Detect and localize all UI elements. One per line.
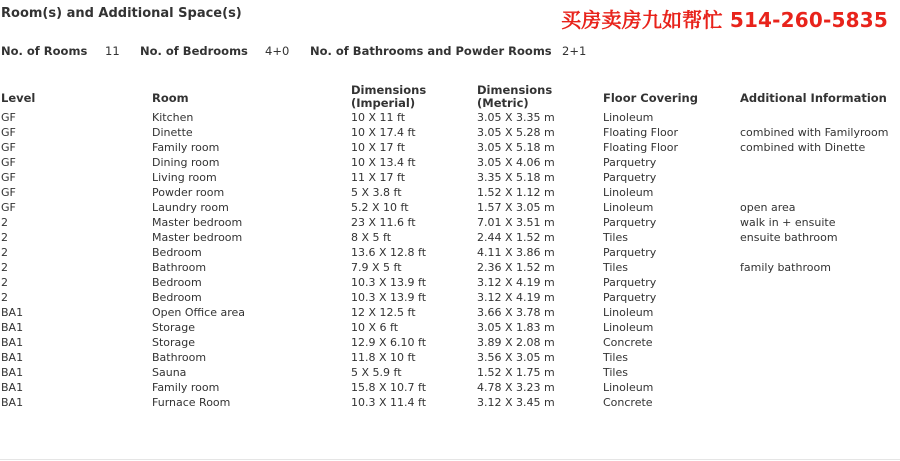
cell-level: GF	[1, 126, 16, 139]
cell-floor-covering: Parquetry	[603, 276, 657, 289]
cell-dimensions-imperial: 10.3 X 11.4 ft	[351, 396, 427, 409]
header-additional-info: Additional Information	[740, 91, 887, 105]
cell-dimensions-metric: 3.05 X 4.06 m	[477, 156, 555, 169]
table-row	[0, 185, 900, 200]
table-row	[0, 365, 900, 380]
cell-level: BA1	[1, 381, 24, 394]
cell-dimensions-metric: 3.66 X 3.78 m	[477, 306, 555, 319]
cell-level: GF	[1, 186, 16, 199]
cell-floor-covering: Tiles	[603, 261, 628, 274]
cell-level: BA1	[1, 306, 24, 319]
table-row	[0, 335, 900, 350]
table-row	[0, 170, 900, 185]
table-row	[0, 290, 900, 305]
cell-dimensions-imperial: 10 X 6 ft	[351, 321, 399, 334]
cell-dimensions-imperial: 5.2 X 10 ft	[351, 201, 409, 214]
cell-room: Master bedroom	[152, 231, 243, 244]
cell-level: BA1	[1, 396, 24, 409]
cell-additional-info: combined with Familyroom	[740, 126, 889, 139]
table-row	[0, 215, 900, 230]
table-row	[0, 200, 900, 215]
cell-room: Furnace Room	[152, 396, 231, 409]
section-title: Room(s) and Additional Space(s)	[1, 6, 242, 21]
cell-level: GF	[1, 171, 16, 184]
cell-floor-covering: Floating Floor	[603, 141, 679, 154]
cell-level: 2	[1, 246, 8, 259]
rooms-table-header	[0, 84, 900, 112]
cell-floor-covering: Tiles	[603, 351, 628, 364]
cell-dimensions-imperial: 15.8 X 10.7 ft	[351, 381, 427, 394]
promo-banner: 买房卖房九如帮忙 514-260-5835	[561, 8, 888, 32]
cell-dimensions-metric: 2.36 X 1.52 m	[477, 261, 555, 274]
cell-dimensions-imperial: 10 X 13.4 ft	[351, 156, 416, 169]
header-metric-line1: Dimensions	[477, 83, 553, 97]
cell-room: Family room	[152, 141, 220, 154]
cell-level: GF	[1, 156, 16, 169]
cell-room: Storage	[152, 336, 196, 349]
bedrooms-count-label: No. of Bedrooms	[140, 44, 248, 58]
header-level: Level	[1, 91, 36, 105]
cell-additional-info: ensuite bathroom	[740, 231, 838, 244]
cell-additional-info: combined with Dinette	[740, 141, 866, 154]
table-row	[0, 125, 900, 140]
cell-level: 2	[1, 231, 8, 244]
cell-floor-covering: Parquetry	[603, 291, 657, 304]
cell-room: Laundry room	[152, 201, 229, 214]
cell-dimensions-imperial: 12 X 12.5 ft	[351, 306, 416, 319]
cell-level: 2	[1, 216, 8, 229]
cell-floor-covering: Parquetry	[603, 246, 657, 259]
cell-dimensions-metric: 2.44 X 1.52 m	[477, 231, 555, 244]
cell-dimensions-imperial: 7.9 X 5 ft	[351, 261, 402, 274]
cell-dimensions-imperial: 10 X 11 ft	[351, 111, 406, 124]
cell-room: Dinette	[152, 126, 193, 139]
cell-dimensions-imperial: 10.3 X 13.9 ft	[351, 276, 427, 289]
cell-room: Powder room	[152, 186, 225, 199]
cell-room: Bedroom	[152, 246, 202, 259]
cell-room: Family room	[152, 381, 220, 394]
table-row	[0, 260, 900, 275]
header-floor-covering: Floor Covering	[603, 91, 698, 105]
cell-dimensions-metric: 7.01 X 3.51 m	[477, 216, 555, 229]
cell-level: GF	[1, 141, 16, 154]
cell-floor-covering: Concrete	[603, 396, 653, 409]
cell-floor-covering: Concrete	[603, 336, 653, 349]
cell-floor-covering: Parquetry	[603, 171, 657, 184]
cell-room: Bathroom	[152, 261, 207, 274]
cell-floor-covering: Linoleum	[603, 381, 654, 394]
cell-additional-info: walk in + ensuite	[740, 216, 836, 229]
cell-level: GF	[1, 111, 16, 124]
cell-dimensions-imperial: 23 X 11.6 ft	[351, 216, 416, 229]
rooms-table-body	[0, 110, 900, 410]
cell-dimensions-metric: 3.05 X 1.83 m	[477, 321, 555, 334]
cell-room: Dining room	[152, 156, 220, 169]
cell-room: Bedroom	[152, 276, 202, 289]
header-imperial	[351, 84, 426, 110]
cell-level: GF	[1, 201, 16, 214]
cell-room: Bathroom	[152, 351, 207, 364]
cell-room: Bedroom	[152, 291, 202, 304]
cell-floor-covering: Linoleum	[603, 186, 654, 199]
cell-dimensions-metric: 3.12 X 4.19 m	[477, 291, 555, 304]
header-imperial-line2: (Imperial)	[351, 96, 416, 110]
header-metric	[477, 84, 552, 110]
cell-room: Kitchen	[152, 111, 194, 124]
rooms-count-value: 11	[105, 44, 120, 58]
cell-room: Storage	[152, 321, 196, 334]
table-row	[0, 155, 900, 170]
cell-dimensions-metric: 3.89 X 2.08 m	[477, 336, 555, 349]
cell-dimensions-imperial: 5 X 5.9 ft	[351, 366, 402, 379]
table-row	[0, 320, 900, 335]
cell-floor-covering: Linoleum	[603, 306, 654, 319]
cell-floor-covering: Parquetry	[603, 216, 657, 229]
cell-dimensions-metric: 3.05 X 5.18 m	[477, 141, 555, 154]
table-row	[0, 305, 900, 320]
bathrooms-count-label: No. of Bathrooms and Powder Rooms	[310, 44, 552, 58]
cell-dimensions-metric: 1.52 X 1.12 m	[477, 186, 555, 199]
table-row	[0, 380, 900, 395]
cell-dimensions-metric: 1.57 X 3.05 m	[477, 201, 555, 214]
cell-dimensions-metric: 1.52 X 1.75 m	[477, 366, 555, 379]
table-row	[0, 245, 900, 260]
table-row	[0, 350, 900, 365]
cell-room: Open Office area	[152, 306, 246, 319]
cell-floor-covering: Linoleum	[603, 111, 654, 124]
cell-floor-covering: Floating Floor	[603, 126, 679, 139]
cell-dimensions-imperial: 11 X 17 ft	[351, 171, 406, 184]
table-row	[0, 140, 900, 155]
bedrooms-count-value: 4+0	[265, 44, 290, 58]
cell-dimensions-imperial: 10 X 17.4 ft	[351, 126, 416, 139]
cell-dimensions-imperial: 13.6 X 12.8 ft	[351, 246, 427, 259]
table-row	[0, 110, 900, 125]
cell-floor-covering: Linoleum	[603, 321, 654, 334]
cell-room: Master bedroom	[152, 216, 243, 229]
cell-dimensions-metric: 3.05 X 5.28 m	[477, 126, 555, 139]
cell-level: 2	[1, 276, 8, 289]
cell-dimensions-metric: 3.05 X 3.35 m	[477, 111, 555, 124]
cell-floor-covering: Tiles	[603, 231, 628, 244]
cell-floor-covering: Tiles	[603, 366, 628, 379]
table-row	[0, 395, 900, 410]
rooms-count-label: No. of Rooms	[1, 44, 88, 58]
cell-floor-covering: Parquetry	[603, 156, 657, 169]
cell-dimensions-imperial: 11.8 X 10 ft	[351, 351, 416, 364]
cell-dimensions-metric: 3.35 X 5.18 m	[477, 171, 555, 184]
cell-dimensions-metric: 3.56 X 3.05 m	[477, 351, 555, 364]
header-metric-line2: (Metric)	[477, 96, 529, 110]
cell-room: Living room	[152, 171, 217, 184]
bathrooms-count-value: 2+1	[562, 44, 587, 58]
cell-dimensions-imperial: 8 X 5 ft	[351, 231, 392, 244]
cell-level: 2	[1, 291, 8, 304]
table-row	[0, 230, 900, 245]
cell-room: Sauna	[152, 366, 187, 379]
cell-level: BA1	[1, 351, 24, 364]
cell-dimensions-imperial: 5 X 3.8 ft	[351, 186, 402, 199]
cell-additional-info: family bathroom	[740, 261, 831, 274]
cell-level: 2	[1, 261, 8, 274]
cell-additional-info: open area	[740, 201, 796, 214]
cell-floor-covering: Linoleum	[603, 201, 654, 214]
cell-dimensions-metric: 4.11 X 3.86 m	[477, 246, 555, 259]
cell-dimensions-metric: 3.12 X 3.45 m	[477, 396, 555, 409]
cell-dimensions-metric: 3.12 X 4.19 m	[477, 276, 555, 289]
cell-level: BA1	[1, 321, 24, 334]
cell-dimensions-imperial: 10 X 17 ft	[351, 141, 406, 154]
cell-level: BA1	[1, 366, 24, 379]
header-imperial-line1: Dimensions	[351, 83, 427, 97]
cell-dimensions-metric: 4.78 X 3.23 m	[477, 381, 555, 394]
cell-dimensions-imperial: 12.9 X 6.10 ft	[351, 336, 427, 349]
header-room: Room	[152, 91, 189, 105]
table-row	[0, 275, 900, 290]
cell-level: BA1	[1, 336, 24, 349]
cell-dimensions-imperial: 10.3 X 13.9 ft	[351, 291, 427, 304]
divider	[0, 459, 900, 460]
